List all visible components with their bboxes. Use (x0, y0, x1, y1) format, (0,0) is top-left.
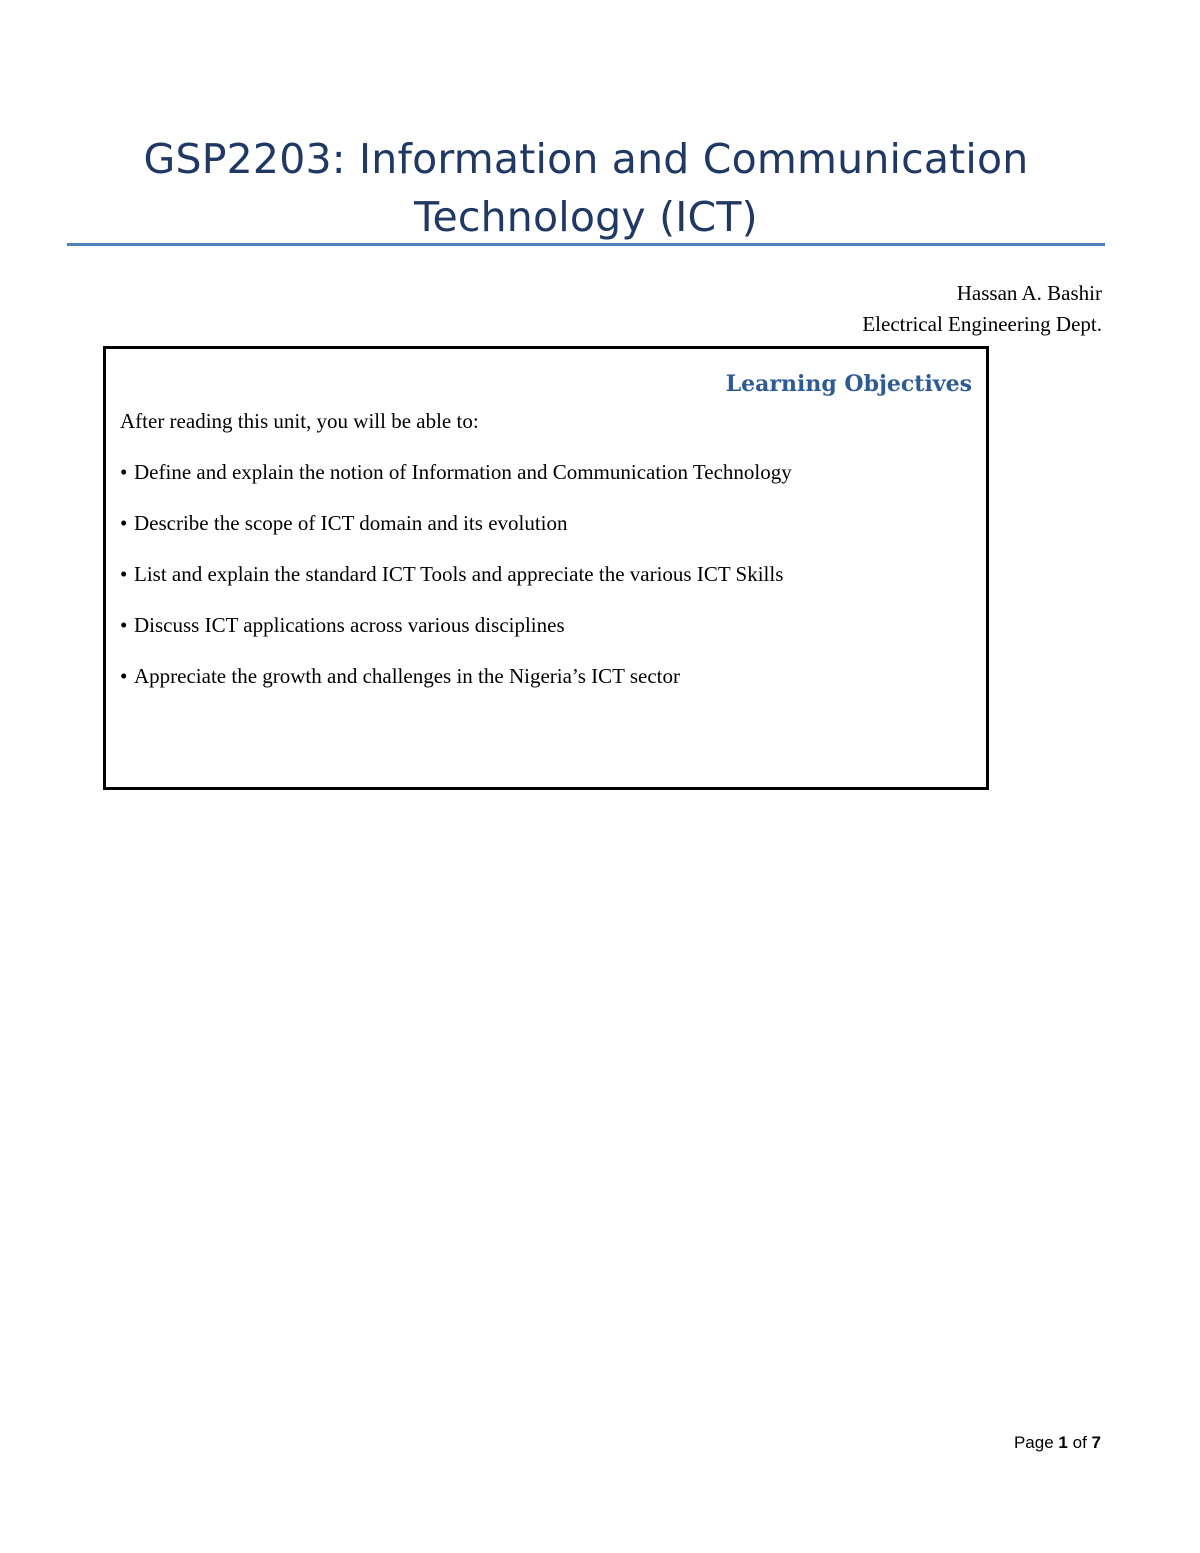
total-page-number: 7 (1091, 1433, 1101, 1452)
objectives-list (120, 458, 792, 713)
bullet-icon: • (120, 460, 128, 484)
bullet-icon: • (120, 511, 128, 535)
learning-objectives-box (103, 346, 989, 790)
objective-text: Discuss ICT applications across various disciplines (134, 613, 565, 637)
objective-item (120, 662, 792, 713)
objective-text: Define and explain the notion of Information and Communication Technology (134, 460, 792, 484)
page-label: Page (1013, 1433, 1054, 1452)
current-page-number: 1 (1058, 1433, 1068, 1452)
document-title (67, 130, 1105, 246)
author-block (862, 278, 1102, 340)
objective-item (120, 458, 792, 509)
bullet-icon: • (120, 613, 128, 637)
of-label: of (1072, 1433, 1087, 1452)
bullet-icon: • (120, 562, 128, 586)
objective-text: List and explain the standard ICT Tools and appreciate the various ICT Skills (134, 562, 784, 586)
bullet-icon: • (120, 664, 128, 688)
objective-item (120, 611, 792, 662)
title-divider (67, 243, 1105, 246)
objective-item (120, 560, 792, 611)
objective-text: Appreciate the growth and challenges in the Nigeria’s ICT sector (134, 664, 681, 688)
objectives-heading: Learning Objectives (725, 371, 972, 397)
author-department: Electrical Engineering Dept. (862, 312, 1102, 336)
objectives-intro: After reading this unit, you will be able to: (120, 409, 479, 433)
objective-item (120, 509, 792, 560)
page-number-footer (1014, 1431, 1101, 1455)
author-name: Hassan A. Bashir (956, 281, 1102, 305)
title-line-1: GSP2203: Information and Communication (143, 135, 1029, 183)
title-line-2: Technology (ICT) (414, 193, 758, 241)
objective-text: Describe the scope of ICT domain and its evolution (134, 511, 568, 535)
